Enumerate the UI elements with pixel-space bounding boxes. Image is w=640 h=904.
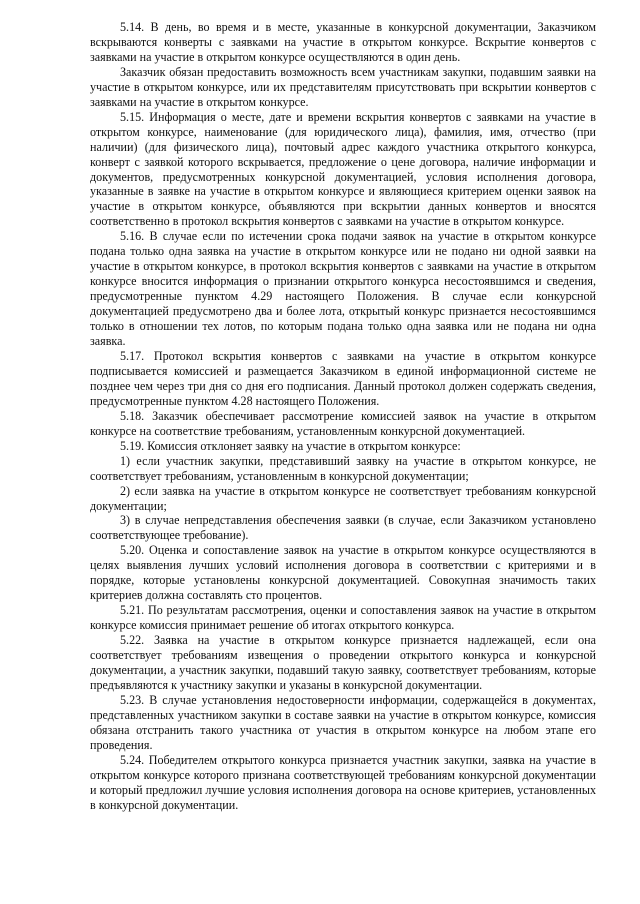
- paragraph-5-22: 5.22. Заявка на участие в открытом конкурсе признается надлежащей, если она соответствует требованиям извещения о проведении открытого конкурса и конкурсной документации, а участник закупки, подавший такую заявку, соответствует требованиям, которые предъявляются к участнику закупки и указаны в конкурсной документации.: [90, 633, 596, 692]
- document-page: [90, 20, 596, 813]
- paragraph-5-18: 5.18. Заказчик обеспечивает рассмотрение комиссией заявок на участие в открытом конкурсе на соответствие требованиям, установленным конкурсной документацией.: [90, 408, 596, 438]
- paragraph-5-14-customer-obligation: Заказчик обязан предоставить возможность всем участникам закупки, подавшим заявки на участие в открытом конкурсе, или их представителям присутствовать при вскрытии конвертов с заявками на участие в открытом конкурсе.: [90, 64, 596, 109]
- paragraph-5-14: 5.14. В день, во время и в месте, указанные в конкурсной документации, Заказчиком вскрываются конверты с заявками на участие в открытом конкурсе. Вскрытие конвертов с заявками на участие в открытом конкурсе осуществляются в один день.: [90, 20, 596, 64]
- paragraph-5-16: 5.16. В случае если по истечении срока подачи заявок на участие в открытом конкурсе подана только одна заявка на участие в открытом конкурсе или не подано ни одной заявки на участие в открытом конкурсе, в протокол вскрытия конвертов с заявками на участие в открытом конкурсе вносится информация о признании открытого конкурса несостоявшимся и сведения, предусмотренные пунктом 4.29 настоящего Положения. В случае если конкурсной документацией предусмотрено два и более лота, открытый конкурс признается несостоявшимся только в отношении тех лотов, по которым подана только одна заявка или не подана ни одна заявка.: [90, 229, 596, 349]
- paragraph-5-19-item-1: 1) если участник закупки, представивший заявку на участие в открытом конкурсе, не соответствует требованиям, установленным в конкурсной документации;: [90, 453, 596, 483]
- paragraph-5-21: 5.21. По результатам рассмотрения, оценки и сопоставления заявок на участие в открытом конкурсе комиссия принимает решение об итогах открытого конкурса.: [90, 603, 596, 633]
- paragraph-5-24: 5.24. Победителем открытого конкурса признается участник закупки, заявка на участие в открытом конкурсе которого признана соответствующей требованиям конкурсной документации и который предложил лучшие условия исполнения договора на основе критериев, установленных в конкурсной документации.: [90, 752, 596, 812]
- paragraph-5-15: 5.15. Информация о месте, дате и времени вскрытия конвертов с заявками на участие в открытом конкурсе, наименование (для юридического лица), фамилия, имя, отчество (при наличии) (для физического лица), почтовый адрес каждого участника открытого конкурса, конверт с заявкой которого вскрывается, предложение о цене договора, наличие информации и документов, предусмотренных конкурсной документацией, условия исполнения договора, указанные в заявке на участие в открытом конкурсе и являющиеся критерием оценки заявок на участие в открытом конкурсе, объявляются при вскрытии данных конвертов и вносятся соответственно в протокол вскрытия конвертов с заявками на участие в открытом конкурсе.: [90, 109, 596, 229]
- paragraph-5-23: 5.23. В случае установления недостоверности информации, содержащейся в документах, представленных участником закупки в составе заявки на участие в открытом конкурсе, комиссия обязана отстранить такого участника от участия в открытом конкурсе на любом этапе его проведения.: [90, 692, 596, 752]
- paragraph-5-20: 5.20. Оценка и сопоставление заявок на участие в открытом конкурсе осуществляются в целях выявления лучших условий исполнения договора в соответствии с критериями и в порядке, которые установлены конкурсной документацией. Совокупная значимость таких критериев должна составлять сто процентов.: [90, 543, 596, 603]
- paragraph-5-19-item-3: 3) в случае непредставления обеспечения заявки (в случае, если Заказчиком установлено соответствующее требование).: [90, 513, 596, 543]
- paragraph-5-19: 5.19. Комиссия отклоняет заявку на участие в открытом конкурсе:: [120, 438, 461, 453]
- paragraph-5-19-item-2: 2) если заявка на участие в открытом конкурсе не соответствует требованиям конкурсной документации;: [90, 483, 596, 513]
- paragraph-5-17: 5.17. Протокол вскрытия конвертов с заявками на участие в открытом конкурсе подписывается комиссией и размещается Заказчиком в единой информационной системе не позднее чем через три дня со дня его подписания. Данный протокол должен содержать сведения, предусмотренные пунктом 4.28 настоящего Положения.: [90, 348, 596, 408]
